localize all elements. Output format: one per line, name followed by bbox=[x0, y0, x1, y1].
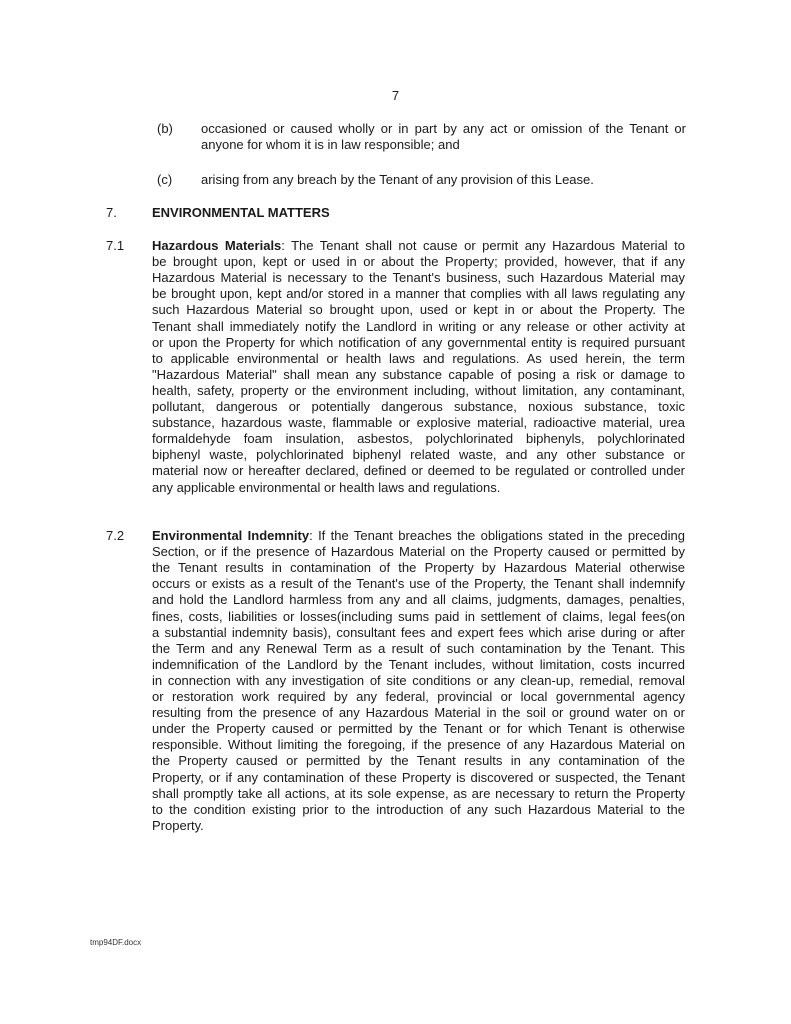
item-text-line: anyone for whom it is in law responsible; and bbox=[201, 137, 460, 152]
clause-text-line: shall promptly take all actions, at its sole expense, as are necessary to return the Property bbox=[152, 785, 685, 801]
clause-text-line: be brought upon, kept or used in or about the Property; provided, however, that if any bbox=[152, 254, 685, 270]
section-number: 7. bbox=[106, 205, 117, 220]
clause-first-line bbox=[152, 528, 685, 544]
clause-text-line: substance, hazardous waste, flammable or explosive material, radioactive material, urea bbox=[152, 415, 685, 431]
clause-text-line: Hazardous Material is necessary to the Tenant's business, such Hazardous Material may bbox=[152, 270, 685, 286]
clause-first-line-text: : If the Tenant breaches the obligations stated in the preceding bbox=[309, 528, 685, 543]
clause-text-line: to the condition existing prior to the introduction of any such Hazardous Material to the bbox=[152, 801, 685, 817]
clause-text-line: in connection with any investigation of site conditions or any clean-up, remedial, removal bbox=[152, 672, 685, 688]
page-number: 7 bbox=[391, 88, 400, 103]
clause-text-line: be brought upon, kept and/or stored in a manner that complies with all laws regulating any bbox=[152, 286, 685, 302]
clause-text-line: Property. bbox=[152, 817, 204, 833]
clause-text-line: the Tenant results in contamination of the Property by Hazardous Material otherwise bbox=[152, 560, 685, 576]
clause-text-line: biphenyl waste, polychlorinated biphenyl related waste, and any other substance or bbox=[152, 447, 685, 463]
clause-text-line: to applicable environmental or health laws and regulations. As used herein, the term bbox=[152, 350, 685, 366]
clause-text-line: responsible. Without limiting the foregoing, if the presence of any Hazardous Material on bbox=[152, 737, 685, 753]
clause-text-line: under the Property caused or permitted by the Tenant or for which Tenant is otherwise bbox=[152, 721, 685, 737]
clause-text-line: occurs or exists as a result of the Tenant's use of the Property, the Tenant shall indemnify bbox=[152, 576, 685, 592]
item-text-line: occasioned or caused wholly or in part by any act or omission of the Tenant or bbox=[201, 121, 686, 136]
clause-text-line: or upon the Property for which notification of any governmental entity is required pursuant bbox=[152, 334, 685, 350]
clause-text-line: fines, costs, liabilities or losses(including sums paid in settlement of claims, legal fees(on bbox=[152, 608, 685, 624]
clause-text-line: indemnification of the Landlord by the Tenant includes, without limitation, costs incurred bbox=[152, 656, 685, 672]
item-text-line: arising from any breach by the Tenant of any provision of this Lease. bbox=[201, 172, 594, 187]
clause-text-line: or restoration work required by any federal, provincial or local governmental agency bbox=[152, 689, 685, 704]
document-filename: tmp94DF.docx bbox=[90, 938, 142, 947]
clause-text-line: the Property caused or permitted by the Tenant results in any contamination of the bbox=[152, 753, 685, 769]
clause-heading: Environmental Indemnity bbox=[152, 528, 310, 543]
item-label: (b) bbox=[157, 121, 173, 136]
clause-heading: Hazardous Materials bbox=[152, 238, 282, 253]
clause-text-line: resulting from the presence of any Hazardous Material in the soil or ground water on or bbox=[152, 705, 685, 721]
clause-text-line: Tenant shall immediately notify the Landlord in writing or any release or other activity at bbox=[152, 318, 685, 334]
clause-number: 7.2 bbox=[106, 528, 125, 543]
clause-text-line: such Hazardous Material so brought upon, used or kept in or about the Property. The bbox=[152, 302, 685, 318]
section-title: ENVIRONMENTAL MATTERS bbox=[152, 205, 330, 220]
clause-first-line-text: : The Tenant shall not cause or permit any Hazardous Material to bbox=[281, 238, 685, 253]
clause-text-line: pollutant, dangerous or potentially dangerous substance, noxious substance, toxic bbox=[152, 399, 685, 414]
clause-text-line: Property, or if any contamination of these Property is discovered or suspected, the Tenant bbox=[152, 769, 685, 785]
clause-text-line: health, safety, property or the environment including, without limitation, any contaminant, bbox=[152, 382, 685, 398]
clause-first-line bbox=[152, 238, 685, 254]
item-label: (c) bbox=[157, 172, 173, 187]
clause-text-line: Section, or if the presence of Hazardous Material on the Property caused or permitted by bbox=[152, 544, 685, 560]
clause-text-line: a substantial indemnity basis), consultant fees and expert fees which arise during or after bbox=[152, 624, 685, 640]
clause-text-line: and hold the Landlord harmless from any and all claims, judgments, damages, penalties, bbox=[152, 592, 685, 608]
clause-number: 7.1 bbox=[106, 238, 125, 253]
clause-text-line: the Term and any Renewal Term as a result of such contamination by the Tenant. This bbox=[152, 640, 685, 656]
clause-text-line: formaldehyde foam insulation, asbestos, polychlorinated biphenyls, polychlorinated bbox=[152, 431, 685, 447]
clause-text-line: any applicable environmental or health laws and regulations. bbox=[152, 479, 501, 495]
clause-text-line: "Hazardous Material" shall mean any substance capable of posing a risk or damage to bbox=[152, 366, 685, 382]
clause-text-line: material now or hereafter declared, defined or deemed to be regulated or controlled under bbox=[152, 463, 685, 479]
